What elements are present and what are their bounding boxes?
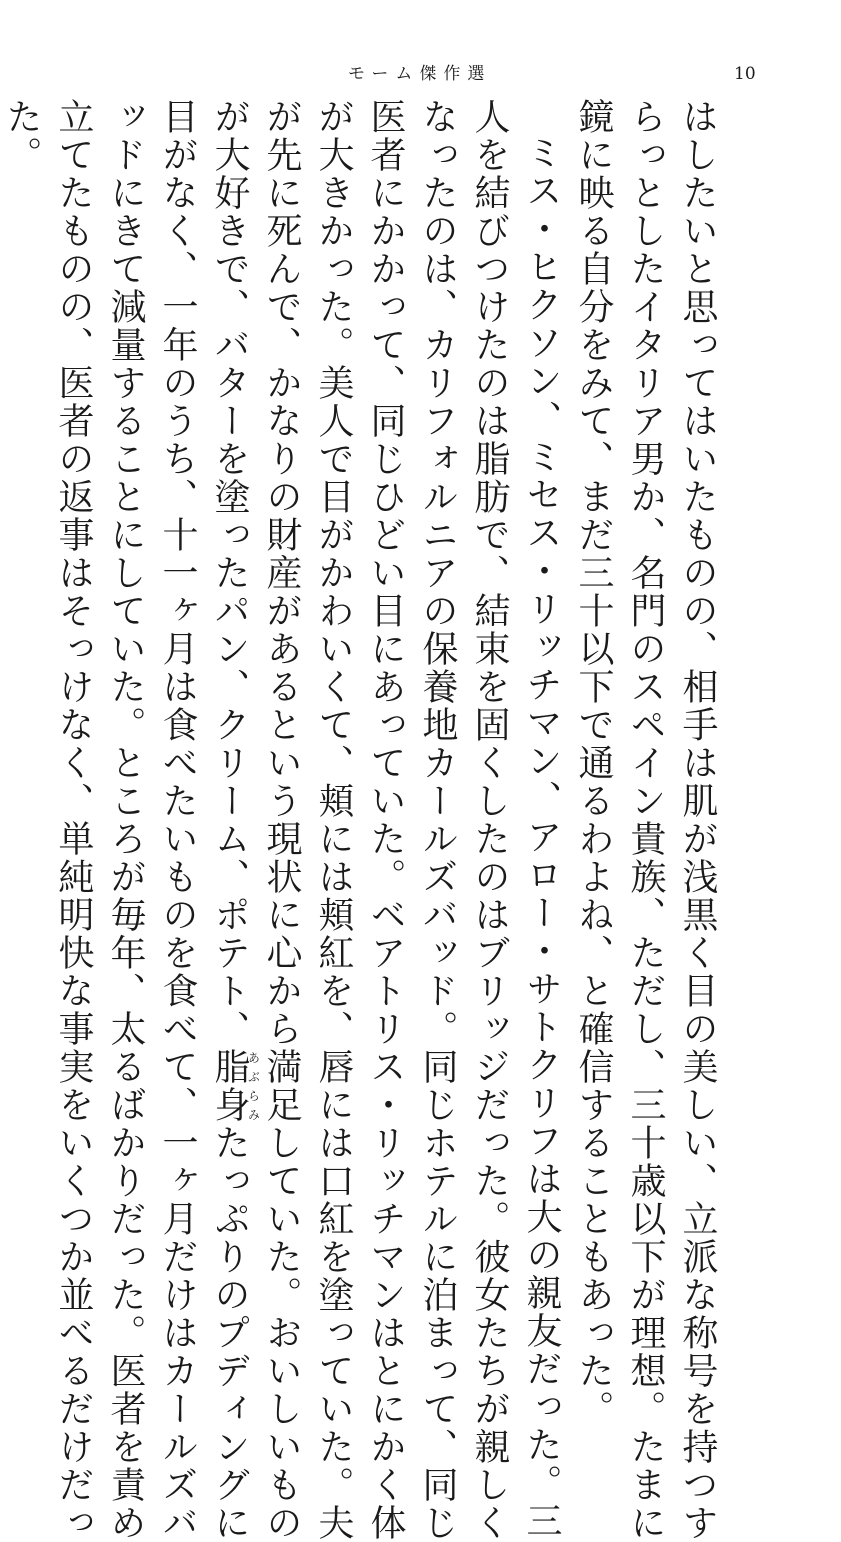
text-line: なったのは、カリフォルニアの保養地カールズバッド。同じホテルに泊まって、同じ [417, 98, 458, 1542]
ruby-annotation [209, 1048, 261, 1124]
text-line: らっとしたイタリア男か、名門のスペイン貴族、ただし、三十歳以下が理想。たまに [625, 98, 666, 1542]
text-line: が大好きで、バターを塗ったパン、クリーム、ポテト、 [209, 98, 250, 1048]
text-line: が大きかった。美人で目がかわいくて、頬には頬紅を、唇には口紅を塗っていた。夫 [313, 98, 354, 1542]
vertical-text-body [1, 98, 723, 1542]
text-line: が先に死んで、かなりの財産があるという現状に心から満足していた。おいしいもの [261, 98, 302, 1542]
text-line: ミス・ヒクソン、ミセス・リッチマン、アロー・サトクリフは大の親友だった。三 [521, 134, 562, 1540]
ruby-reading: あぶらみ [246, 1048, 261, 1124]
paragraph [567, 98, 723, 1542]
text-line: 目がなく、一年のうち、十一ヶ月は食べたいものを食べて、一ヶ月だけはカールズバ [157, 98, 198, 1542]
text-line: 人を結びつけたのは脂肪で、結束を固くしたのはブリッジだった。彼女たちが親しく [469, 98, 510, 1542]
text-line: 立てたものの、医者の返事はそっけなく、単純明快な事実をいくつか並べるだけだっ [53, 98, 94, 1542]
text-line: た。 [1, 98, 42, 174]
text-line: ッドにきて減量することにしていた。ところが毎年、太るばかりだった。医者を責め [105, 98, 146, 1542]
book-title: モーム傑作選 [348, 64, 492, 84]
text-line: たっぷりのプディングに [209, 1124, 250, 1542]
text-line: 医者にかかって、同じひどい目にあっていた。ベアトリス・リッチマンはとにかく体 [365, 98, 406, 1542]
ruby-base: 脂身 [209, 1048, 250, 1124]
paragraph [0, 98, 567, 1542]
running-head [0, 60, 841, 88]
text-line: はしたいと思ってはいたものの、相手は肌が浅黒く目の美しい、立派な称号を持つす [677, 98, 718, 1542]
text-line: 鏡に映る自分をみて、まだ三十以下で通るわよね、と確信することもあった。 [573, 98, 614, 1428]
page-number: 10 [734, 64, 756, 84]
